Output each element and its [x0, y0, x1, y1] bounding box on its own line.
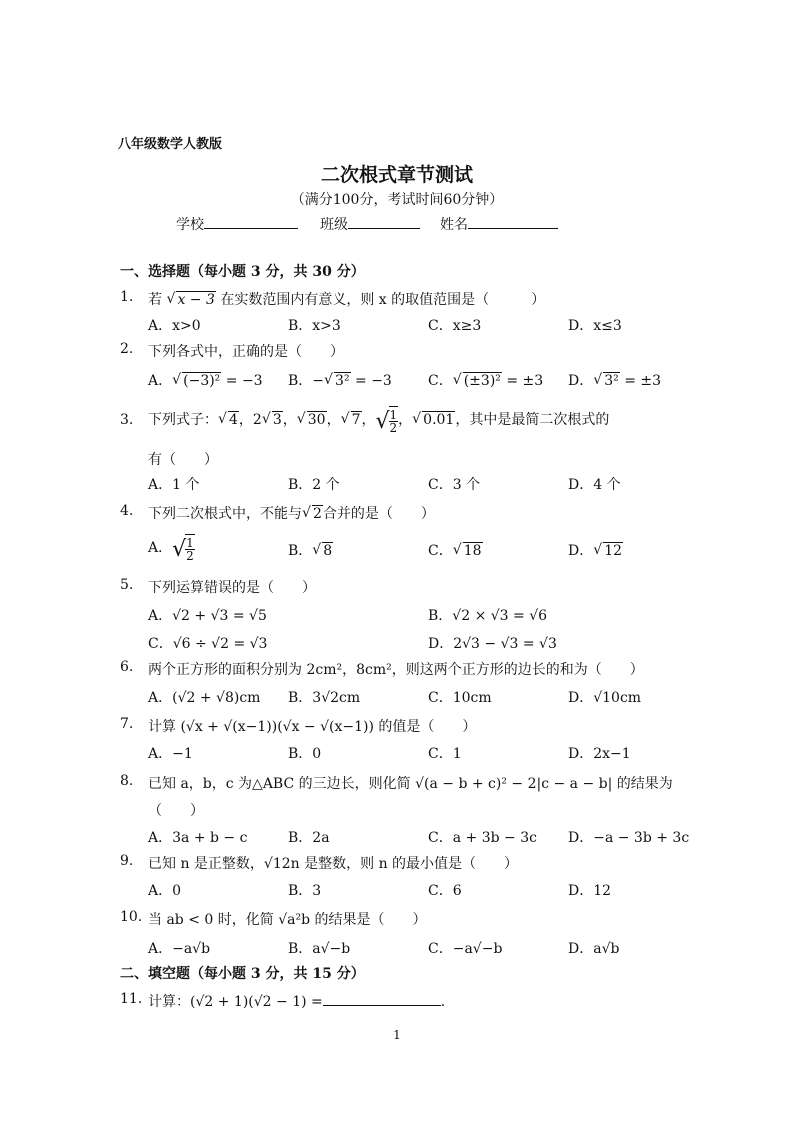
q4-d-label: D． — [568, 543, 594, 559]
q4-radical — [302, 506, 323, 522]
class-blank[interactable] — [348, 214, 420, 229]
class-label: 班级 — [320, 217, 348, 233]
name-blank[interactable] — [468, 214, 558, 229]
q3-r4-val: 7 — [351, 412, 361, 428]
q4-d-radicand: 12 — [604, 543, 623, 559]
q10-number: 10. — [120, 909, 143, 925]
q3-r1 — [218, 402, 239, 438]
q4-b-radical — [312, 543, 333, 559]
q4-pre: 下列二次根式中，不能与 — [148, 506, 302, 522]
q7-option-a[interactable]: A．−1 — [148, 746, 193, 762]
q4-stem — [148, 503, 435, 523]
q2-d-label: D． — [568, 373, 594, 389]
q2-stem: 下列各式中，正确的是（ ） — [148, 344, 344, 360]
q1-option-b[interactable]: B．x>3 — [288, 318, 341, 334]
q4-a-fraction — [185, 534, 195, 562]
q4-c-radical — [453, 543, 483, 559]
q8-option-d[interactable]: D．−a − 3b + 3c — [568, 830, 690, 846]
q3-r6 — [412, 402, 455, 438]
q3-option-b[interactable]: B．2 个 — [288, 477, 340, 493]
q4-a-den: 2 — [186, 549, 194, 563]
q4-option-b[interactable] — [288, 540, 333, 560]
q7-option-b[interactable]: B．0 — [288, 746, 322, 762]
q4-option-d[interactable] — [568, 540, 623, 560]
q4-radicand: 2 — [313, 506, 322, 522]
q7-option-d[interactable]: D．2x−1 — [568, 746, 631, 762]
page-title: 二次根式章节测试 — [320, 164, 473, 186]
q3-stem: 下列式子：√ 4，2√ 3，√ 30，√ 7， √ $\frac{1}{2}$ ，√ 0.01，其中是最简二次根式的 — [148, 402, 609, 442]
q7-stem: 计算 (√x + √(x−1))(√x − √(x−1)) 的值是（ ） — [148, 719, 477, 735]
q9-number: 9. — [120, 853, 134, 869]
q1-radical — [166, 292, 215, 308]
q5-option-b[interactable]: B．√2 × √3 = √6 — [428, 608, 548, 624]
q4-a-label: A． — [148, 540, 173, 556]
q4-a-radical — [172, 530, 195, 566]
name-label: 姓名 — [440, 217, 468, 233]
q6-option-c[interactable]: C．10cm — [428, 690, 492, 706]
q6-option-d[interactable]: D．√10cm — [568, 690, 642, 706]
q11-stem — [148, 991, 445, 1011]
q4-c-label: C． — [428, 543, 453, 559]
q3-text: 下列式子： — [148, 412, 218, 428]
q6-number: 6. — [120, 659, 134, 675]
q4-c-radicand: 18 — [463, 543, 482, 559]
doc-header: 八年级数学人教版 — [118, 137, 223, 152]
q3-r3 — [297, 402, 327, 438]
q4-option-a[interactable] — [148, 530, 195, 566]
section-fill-heading: 二、填空题（每小题 3 分，共 15 分） — [120, 966, 365, 982]
q9-option-c[interactable]: C．6 — [428, 883, 462, 899]
q6-option-b[interactable]: B．3√2cm — [288, 690, 361, 706]
q1-number: 1. — [120, 289, 134, 305]
q2-d-radical — [593, 373, 620, 389]
q3-fraction — [389, 406, 399, 434]
q3-r6-val: 0.01 — [423, 412, 455, 428]
q2-option-b[interactable] — [288, 370, 392, 390]
q5-option-c[interactable]: C．√6 ÷ √2 = √3 — [148, 636, 268, 652]
q8-number: 8. — [120, 773, 134, 789]
q10-option-b[interactable]: B．a√−b — [288, 941, 351, 957]
name-field[interactable] — [440, 214, 558, 234]
q11-number: 11. — [120, 991, 143, 1007]
q5-option-d[interactable]: D．2√3 − √3 = √3 — [428, 636, 557, 652]
q3-post: ，其中是最简二次根式的 — [455, 412, 610, 428]
q2-b-pre: − — [312, 373, 325, 389]
q2-a-post: = −3 — [221, 373, 263, 389]
q3-frac-den: 2 — [389, 421, 398, 435]
q3-r2-val: 3 — [272, 412, 282, 428]
q4-b-radicand: 8 — [323, 543, 333, 559]
q8-option-b[interactable]: B．2a — [288, 830, 330, 846]
q4-b-label: B． — [288, 543, 313, 559]
q1-pre: 若 — [148, 292, 162, 308]
q2-a-radical — [172, 373, 221, 389]
school-blank[interactable] — [204, 214, 298, 229]
class-field[interactable] — [320, 214, 420, 234]
q2-c-label: C． — [428, 373, 453, 389]
q11-end: . — [440, 994, 446, 1010]
q2-option-d[interactable] — [568, 370, 661, 390]
q2-number: 2. — [120, 341, 134, 357]
q11-answer-blank[interactable] — [323, 991, 441, 1006]
q8-stem-line2: （ ） — [148, 803, 204, 819]
q8-option-c[interactable]: C．a + 3b − 3c — [428, 830, 537, 846]
q2-b-radical — [324, 373, 351, 389]
q10-option-d[interactable]: D．a√b — [568, 941, 620, 957]
q3-option-a[interactable]: A．1 个 — [148, 477, 200, 493]
q9-option-b[interactable]: B．3 — [288, 883, 322, 899]
q1-option-c[interactable]: C．x≥3 — [428, 318, 482, 334]
q11-text: 计算：(√2 + 1)(√2 − 1) = — [148, 994, 323, 1010]
blank-box — [578, 236, 682, 266]
q1-stem — [148, 289, 545, 309]
q2-c-post: = ±3 — [501, 373, 544, 389]
q4-option-c[interactable] — [428, 540, 483, 560]
q6-stem: 两个正方形的面积分别为 2cm²，8cm²，则这两个正方形的边长的和为（ ） — [148, 662, 644, 678]
q3-option-d[interactable]: D．4 个 — [568, 477, 621, 493]
q2-d-post: = ±3 — [619, 373, 662, 389]
school-label: 学校 — [176, 217, 204, 233]
q1-radicand: x − 3 — [177, 292, 215, 308]
q3-r3-val: 30 — [307, 412, 326, 428]
q3-option-c[interactable]: C．3 个 — [428, 477, 481, 493]
q5-stem: 下列运算错误的是（ ） — [148, 580, 316, 596]
q4-post: 合并的是（ ） — [322, 506, 435, 522]
q10-option-a[interactable]: A．−a√b — [148, 941, 211, 957]
q3-r1-val: 4 — [229, 412, 238, 428]
q1-option-d[interactable]: D．x≤3 — [568, 318, 622, 334]
q2-option-a[interactable] — [148, 370, 263, 390]
q5-number: 5. — [120, 577, 134, 593]
q4-a-num: √ 1 — [186, 536, 194, 550]
q9-option-a[interactable]: A．0 — [148, 883, 182, 899]
q2-a-label: A． — [148, 373, 173, 389]
q8-stem: 已知 a，b，c 为△ABC 的三边长，则化简 √(a − b + c)² − 2|c − a − b| 的结果为 — [148, 776, 673, 792]
school-field[interactable] — [176, 214, 298, 234]
q2-c-radical — [453, 373, 502, 389]
q10-option-c[interactable]: C．−a√−b — [428, 941, 503, 957]
q8-option-a[interactable]: A．3a + b − c — [148, 830, 248, 846]
exam-subtitle: （满分100分，考试时间60分钟） — [290, 192, 504, 208]
q10-stem: 当 ab < 0 时，化简 √a²b 的结果是（ ） — [148, 912, 427, 928]
q7-option-c[interactable]: C．1 — [428, 746, 462, 762]
q2-b-radicand: 3² — [335, 373, 350, 389]
q3-r4 — [341, 402, 362, 438]
q3-r2-coef: 2 — [252, 412, 262, 428]
q1-option-a[interactable]: A．x>0 — [148, 318, 201, 334]
q3-r2 — [262, 402, 283, 438]
q2-c-radicand: (±3)² — [463, 373, 501, 389]
q3-r5 — [376, 402, 399, 438]
section-choice-heading: 一、选择题（每小题 3 分，共 30 分） — [120, 264, 365, 280]
q2-b-post: = −3 — [350, 373, 392, 389]
q4-number: 4. — [120, 503, 134, 519]
q1-post: 在实数范围内有意义，则 x 的取值范围是（ ） — [220, 292, 546, 308]
q2-d-radicand: 3² — [604, 373, 619, 389]
q2-a-radicand: (−3)² — [183, 373, 221, 389]
q9-option-d[interactable]: D．12 — [568, 883, 612, 899]
q2-b-label: B． — [288, 373, 313, 389]
q3-frac-num: √ 1 — [389, 408, 398, 422]
q3-stem-line2: 有（ ） — [148, 452, 218, 468]
q6-option-a[interactable]: A．(√2 + √8)cm — [148, 690, 261, 706]
page-number: 1 — [393, 1028, 401, 1042]
q5-option-a[interactable]: A．√2 + √3 = √5 — [148, 608, 267, 624]
q4-d-radical — [593, 543, 623, 559]
q2-option-c[interactable] — [428, 370, 543, 390]
q9-stem: 已知 n 是正整数，√12n 是整数，则 n 的最小值是（ ） — [148, 856, 519, 872]
q7-number: 7. — [120, 716, 134, 732]
q3-number: 3. — [120, 412, 134, 428]
